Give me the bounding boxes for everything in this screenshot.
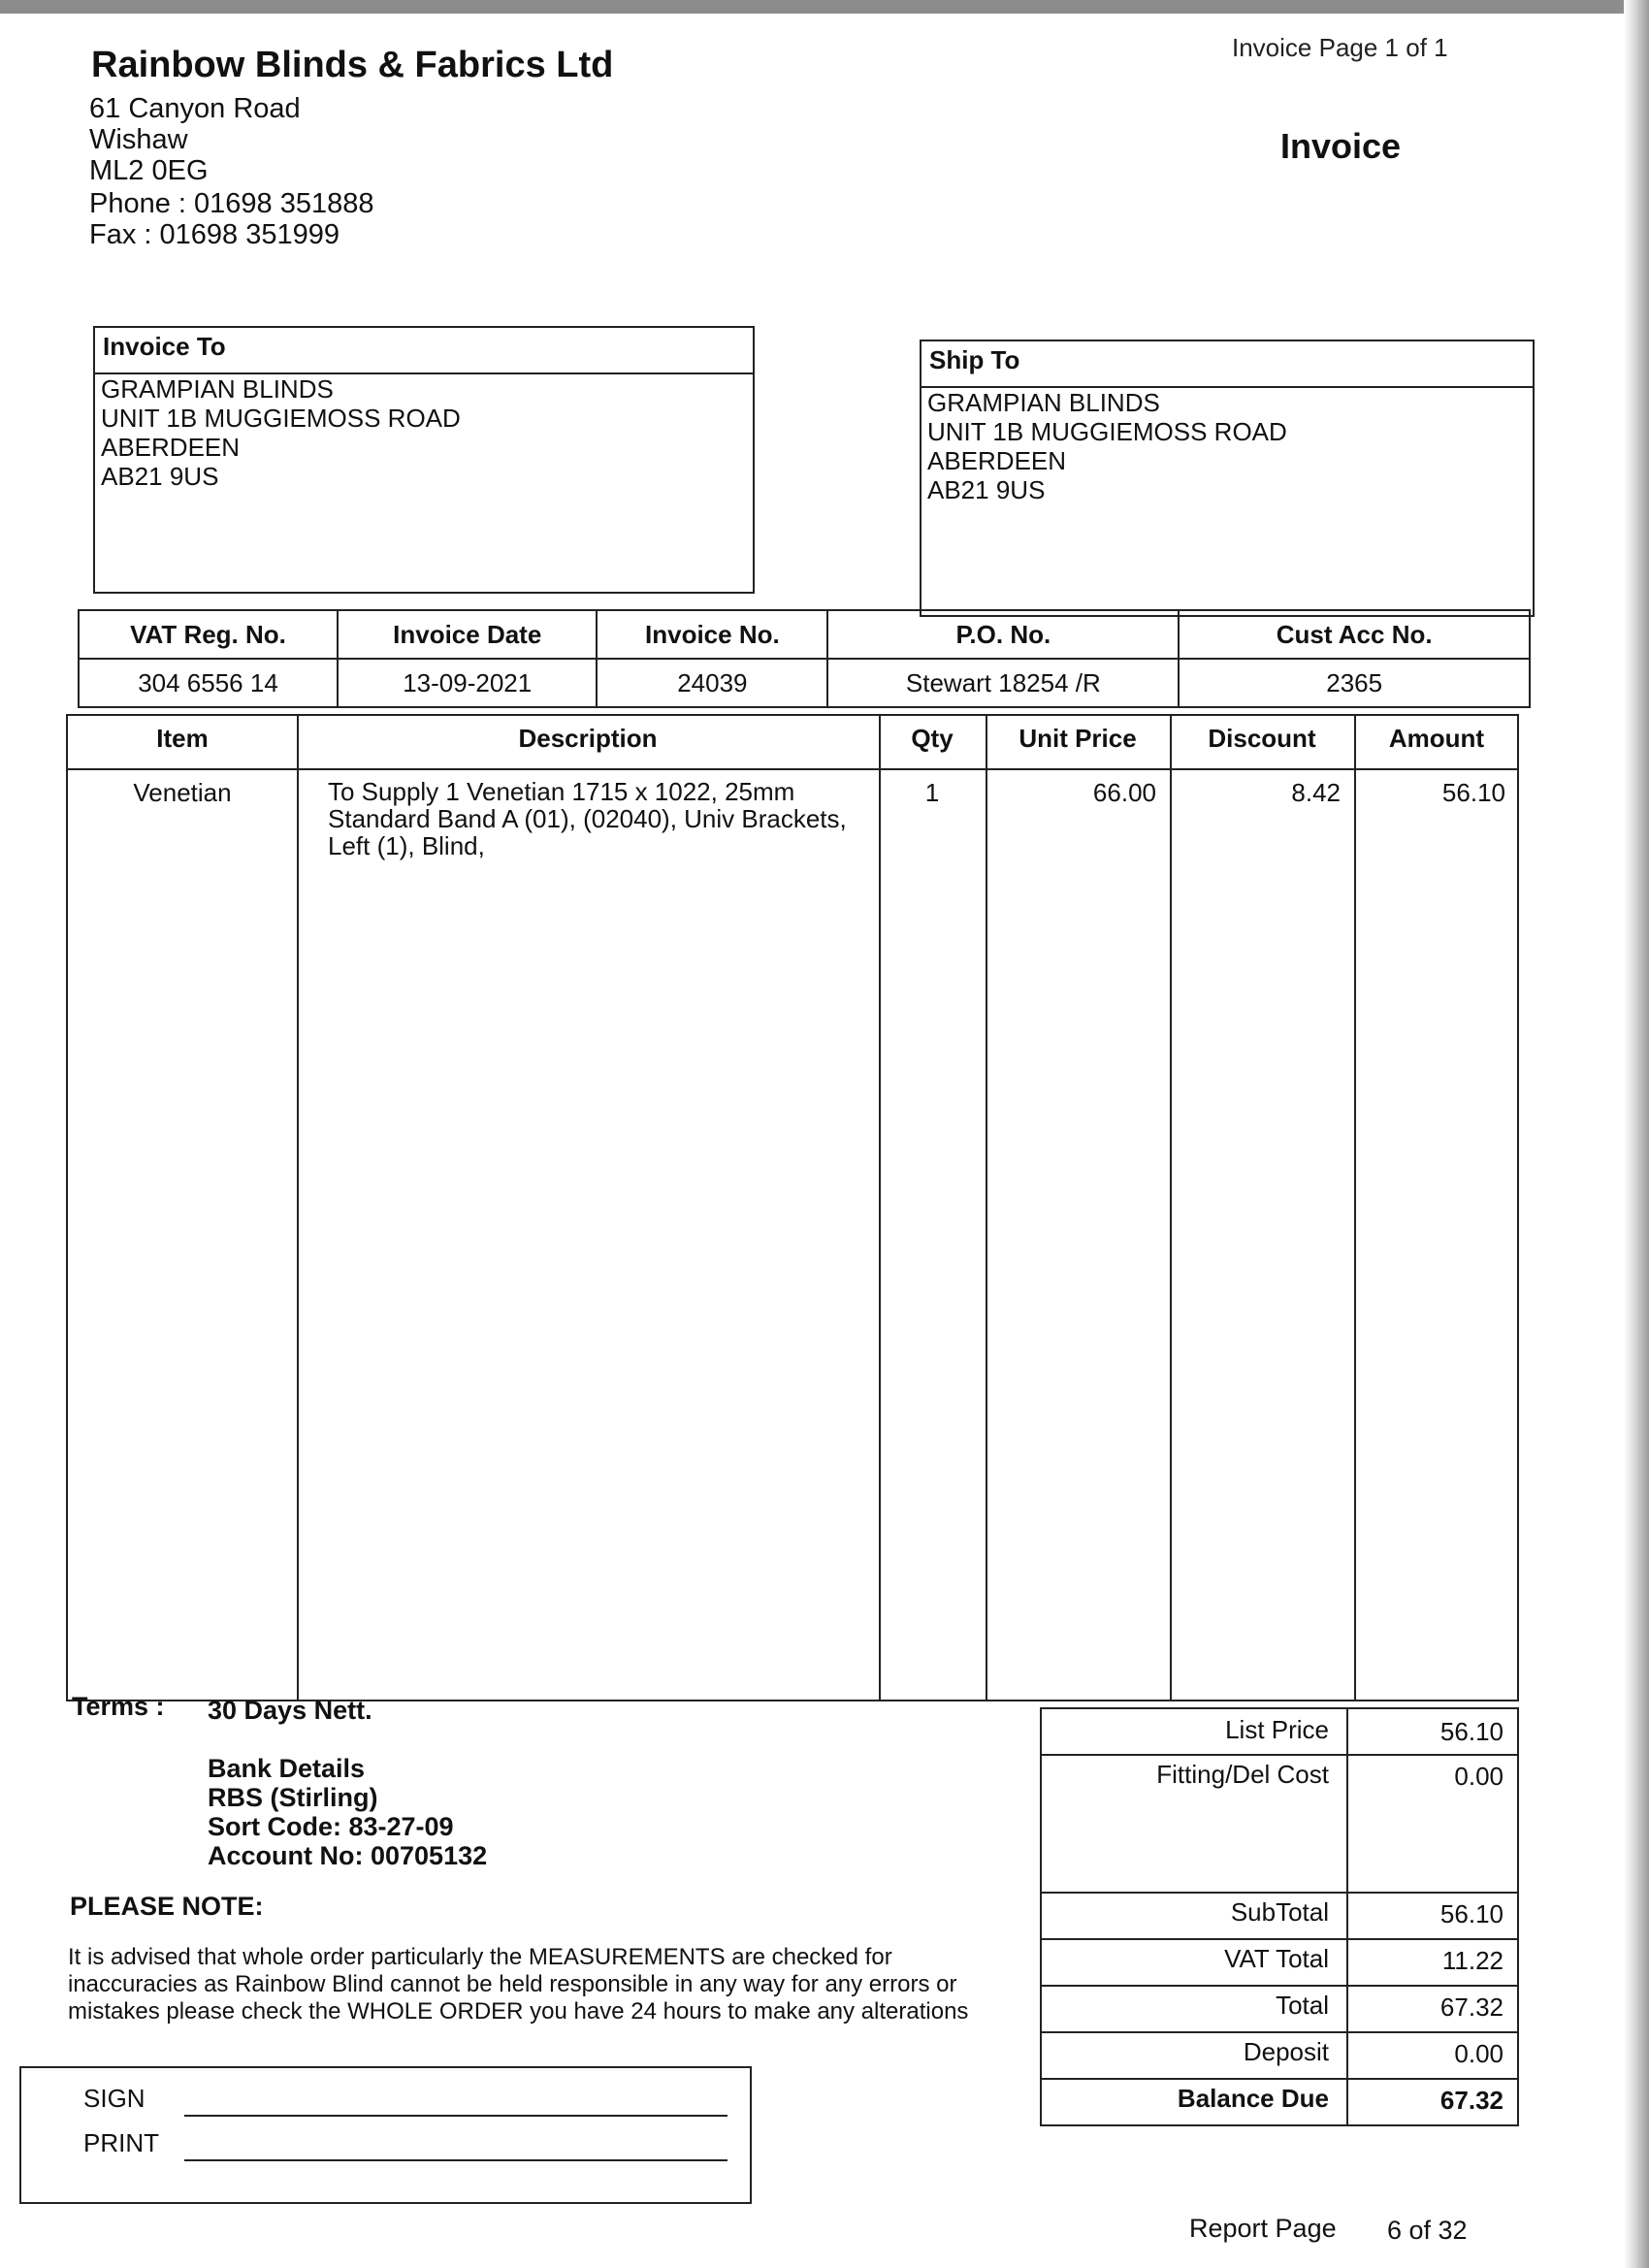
subtotal-label: SubTotal: [1230, 1897, 1329, 1927]
totals-row-divider: [1042, 1892, 1517, 1894]
ship-to-line: UNIT 1B MUGGIEMOSS ROAD: [927, 417, 1287, 446]
scan-edge-right: [1624, 0, 1649, 2268]
print-label: PRINT: [83, 2128, 159, 2157]
fitting-label: Fitting/Del Cost: [1156, 1760, 1329, 1789]
cust-acc-value: 2365: [1179, 659, 1530, 707]
totals-row-divider: [1042, 1985, 1517, 1987]
invoice-date-value: 13-09-2021: [338, 659, 597, 707]
vat-total-value: 11.22: [1441, 1946, 1504, 1975]
company-address-line: ML2 0EG: [89, 155, 209, 186]
total-label: Total: [1276, 1991, 1329, 2020]
invoice-no-header: Invoice No.: [597, 610, 827, 659]
column-divider: [879, 716, 881, 1700]
ship-to-line: GRAMPIAN BLINDS: [927, 388, 1160, 417]
qty-header: Qty: [911, 724, 954, 753]
totals-row-divider: [1042, 1754, 1517, 1756]
column-divider: [297, 716, 299, 1700]
company-fax: Fax : 01698 351999: [89, 219, 340, 250]
column-divider: [1170, 716, 1172, 1700]
totals-row-divider: [1042, 2031, 1517, 2033]
discount-cell: 8.42: [1291, 778, 1341, 807]
qty-cell: 1: [924, 778, 940, 807]
totals-row-divider: [1042, 2078, 1517, 2080]
unit-price-cell: 66.00: [1092, 778, 1156, 807]
company-address-line: Wishaw: [89, 124, 188, 155]
balance-due-value: 67.32: [1439, 2086, 1504, 2115]
description-line: To Supply 1 Venetian 1715 x 1022, 25mm: [328, 777, 795, 806]
totals-row-divider: [1042, 1938, 1517, 1940]
terms-label: Terms :: [72, 1692, 165, 1721]
note-text: It is advised that whole order particularly the MEASUREMENTS are checked for inaccuracies as Rainbow Blind cannot be held responsible in any way for any errors or mistakes please check the WHOLE ORDER you have 24 hours to make any alterations: [68, 1944, 969, 2025]
deposit-label: Deposit: [1243, 2037, 1329, 2066]
item-cell: Venetian: [133, 778, 232, 807]
company-name: Rainbow Blinds & Fabrics Ltd: [91, 45, 614, 85]
sign-line[interactable]: [184, 2115, 728, 2117]
sign-label: SIGN: [83, 2084, 146, 2113]
deposit-value: 0.00: [1454, 2039, 1504, 2068]
total-value: 67.32: [1439, 1993, 1504, 2022]
unit-price-header: Unit Price: [1018, 724, 1137, 753]
report-page-count: 6 of 32: [1387, 2216, 1468, 2245]
invoice-to-line: ABERDEEN: [101, 433, 241, 462]
invoice-no-value: 24039: [597, 659, 827, 707]
subtotal-value: 56.10: [1439, 1899, 1504, 1928]
ship-to-box: [920, 340, 1535, 617]
invoice-to-heading: Invoice To: [95, 328, 753, 374]
amount-cell: 56.10: [1441, 778, 1505, 807]
scan-edge-top: [0, 0, 1649, 14]
vat-total-label: VAT Total: [1224, 1944, 1329, 1973]
signature-box: [19, 2066, 752, 2204]
document-title: Invoice: [1280, 126, 1402, 166]
column-divider: [986, 716, 987, 1700]
po-no-header: P.O. No.: [827, 610, 1179, 659]
invoice-reference-table: [78, 609, 1531, 708]
description-line: Standard Band A (01), (02040), Univ Brackets,: [328, 804, 847, 833]
list-price-label: List Price: [1225, 1715, 1329, 1744]
invoice-page-indicator: Invoice Page 1 of 1: [1232, 33, 1448, 62]
balance-due-label: Balance Due: [1177, 2084, 1329, 2113]
amount-header: Amount: [1388, 724, 1485, 753]
totals-box: [1040, 1707, 1519, 2126]
ship-to-line: ABERDEEN: [927, 446, 1067, 475]
discount-header: Discount: [1208, 724, 1316, 753]
company-phone: Phone : 01698 351888: [89, 188, 374, 219]
totals-divider: [1346, 1709, 1348, 2124]
item-header: Item: [156, 724, 209, 753]
po-no-value: Stewart 18254 /R: [827, 659, 1179, 707]
bank-details-line: Bank Details: [208, 1754, 366, 1783]
report-page-label: Report Page: [1189, 2214, 1337, 2243]
description-line: Left (1), Blind,: [328, 831, 485, 860]
vat-reg-value: 304 6556 14: [79, 659, 338, 707]
invoice-to-line: AB21 9US: [101, 462, 219, 491]
column-divider: [1354, 716, 1356, 1700]
ship-to-line: AB21 9US: [927, 475, 1046, 504]
description-header: Description: [518, 724, 658, 753]
print-line[interactable]: [184, 2159, 728, 2161]
bank-details-line: Sort Code: 83-27-09: [208, 1812, 454, 1841]
list-price-value: 56.10: [1439, 1717, 1504, 1746]
cust-acc-header: Cust Acc No.: [1179, 610, 1530, 659]
header-divider: [68, 768, 1517, 770]
note-title: PLEASE NOTE:: [70, 1892, 264, 1921]
description-cell: [328, 778, 871, 859]
bank-details-line: Account No: 00705132: [208, 1841, 488, 1870]
invoice-to-box: [93, 326, 755, 594]
terms-value: 30 Days Nett.: [208, 1696, 372, 1725]
invoice-date-header: Invoice Date: [338, 610, 597, 659]
invoice-to-line: GRAMPIAN BLINDS: [101, 374, 334, 404]
bank-details-line: RBS (Stirling): [208, 1783, 378, 1812]
fitting-value: 0.00: [1454, 1762, 1504, 1791]
ship-to-heading: Ship To: [922, 341, 1533, 388]
vat-reg-header: VAT Reg. No.: [79, 610, 338, 659]
invoice-to-line: UNIT 1B MUGGIEMOSS ROAD: [101, 404, 461, 433]
company-address-line: 61 Canyon Road: [89, 93, 301, 124]
line-items-table: [66, 714, 1519, 1701]
